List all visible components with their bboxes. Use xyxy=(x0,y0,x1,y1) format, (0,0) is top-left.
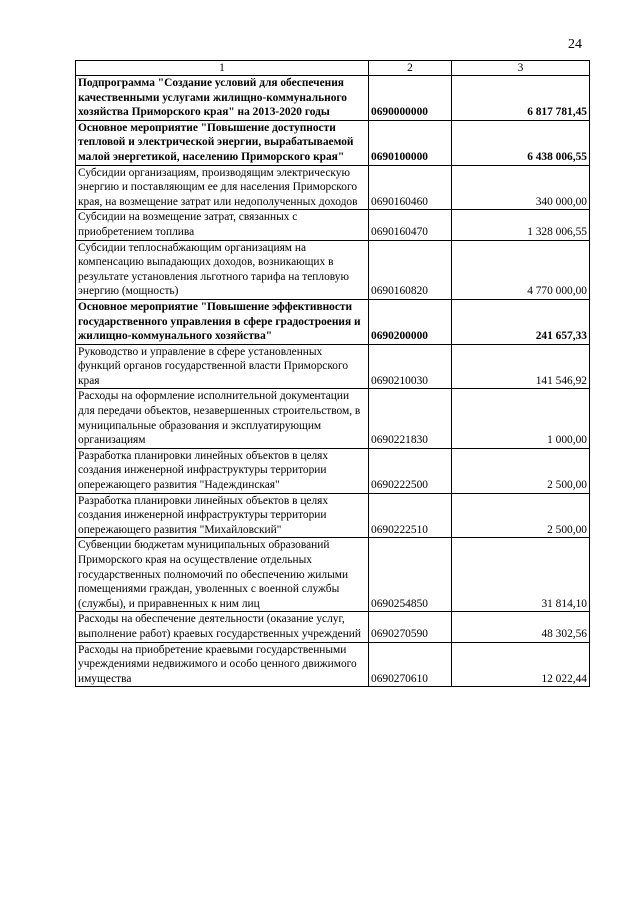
column-header-2: 2 xyxy=(369,61,452,76)
table-row xyxy=(76,76,590,121)
budget-table xyxy=(75,60,590,687)
column-header-3: 3 xyxy=(452,61,590,76)
row-name-cell: Расходы на оформление исполнительной документации для передачи объектов, незавершенных строительством, в муниципальные образования и эксплуатирующим организациям xyxy=(76,389,369,448)
row-amount-cell: 6 817 781,45 xyxy=(452,76,590,121)
table-row xyxy=(76,642,590,687)
row-amount-cell: 2 500,00 xyxy=(452,493,590,538)
row-name-cell: Расходы на обеспечение деятельности (оказание услуг, выполнение работ) краевых государственных учреждений xyxy=(76,612,369,642)
row-amount-cell: 1 328 006,55 xyxy=(452,210,590,240)
row-amount-cell: 2 500,00 xyxy=(452,448,590,493)
row-name-cell: Основное мероприятие "Повышение доступности тепловой и электрической энергии, вырабатываемой малой энергетикой, населению Приморского края" xyxy=(76,120,369,165)
table-row xyxy=(76,448,590,493)
row-code-cell: 0690160470 xyxy=(369,210,452,240)
row-name-cell: Основное мероприятие "Повышение эффективности государственного управления в сфере градостроения и жилищно-коммунального хозяйства" xyxy=(76,299,369,344)
row-amount-cell: 6 438 006,55 xyxy=(452,120,590,165)
table-row xyxy=(76,612,590,642)
row-code-cell: 0690160820 xyxy=(369,240,452,299)
row-name-cell: Субвенции бюджетам муниципальных образований Приморского края на осуществление отдельных государственных полномочий по обеспечению жилыми помещениями граждан, уволенных с военной службы (службы), и приравненных к ним лиц xyxy=(76,538,369,612)
row-amount-cell: 48 302,56 xyxy=(452,612,590,642)
table-row xyxy=(76,389,590,448)
row-name-cell: Разработка планировки линейных объектов в целях создания инженерной инфраструктуры территории опережающего развития "Михайловский" xyxy=(76,493,369,538)
row-amount-cell: 12 022,44 xyxy=(452,642,590,687)
table-row xyxy=(76,210,590,240)
row-code-cell: 0690160460 xyxy=(369,165,452,210)
row-name-cell: Разработка планировки линейных объектов в целях создания инженерной инфраструктуры территории опережающего развития "Надеждинская" xyxy=(76,448,369,493)
row-code-cell: 0690210030 xyxy=(369,344,452,389)
row-name-cell: Субсидии теплоснабжающим организациям на компенсацию выпадающих доходов, возникающих в результате установления льготного тарифа на тепловую энергию (мощность) xyxy=(76,240,369,299)
column-header-1: 1 xyxy=(76,61,369,76)
row-code-cell: 0690200000 xyxy=(369,299,452,344)
row-amount-cell: 241 657,33 xyxy=(452,299,590,344)
row-code-cell: 0690270610 xyxy=(369,642,452,687)
row-code-cell: 0690221830 xyxy=(369,389,452,448)
row-name-cell: Расходы на приобретение краевыми государственными учреждениями недвижимого и особо ценного движимого имущества xyxy=(76,642,369,687)
row-name-cell: Подпрограмма "Создание условий для обеспечения качественными услугами жилищно-коммунального хозяйства Приморского края" на 2013-2020 годы xyxy=(76,76,369,121)
row-amount-cell: 340 000,00 xyxy=(452,165,590,210)
row-amount-cell: 31 814,10 xyxy=(452,538,590,612)
row-name-cell: Субсидии на возмещение затрат, связанных с приобретением топлива xyxy=(76,210,369,240)
row-code-cell: 0690270590 xyxy=(369,612,452,642)
table-header-row xyxy=(76,61,590,76)
row-code-cell: 0690100000 xyxy=(369,120,452,165)
table-row xyxy=(76,493,590,538)
table-row xyxy=(76,120,590,165)
row-name-cell: Субсидии организациям, производящим электрическую энергию и поставляющим ее для населения Приморского края, на возмещение затрат или недополученных доходов xyxy=(76,165,369,210)
table-row xyxy=(76,299,590,344)
row-name-cell: Руководство и управление в сфере установленных функций органов государственной власти Приморского края xyxy=(76,344,369,389)
row-amount-cell: 4 770 000,00 xyxy=(452,240,590,299)
row-amount-cell: 141 546,92 xyxy=(452,344,590,389)
table-row xyxy=(76,538,590,612)
row-code-cell: 0690000000 xyxy=(369,76,452,121)
row-code-cell: 0690222500 xyxy=(369,448,452,493)
row-code-cell: 0690254850 xyxy=(369,538,452,612)
table-row xyxy=(76,165,590,210)
table-row xyxy=(76,344,590,389)
row-code-cell: 0690222510 xyxy=(369,493,452,538)
table-row xyxy=(76,240,590,299)
page-number: 24 xyxy=(568,37,582,52)
row-amount-cell: 1 000,00 xyxy=(452,389,590,448)
